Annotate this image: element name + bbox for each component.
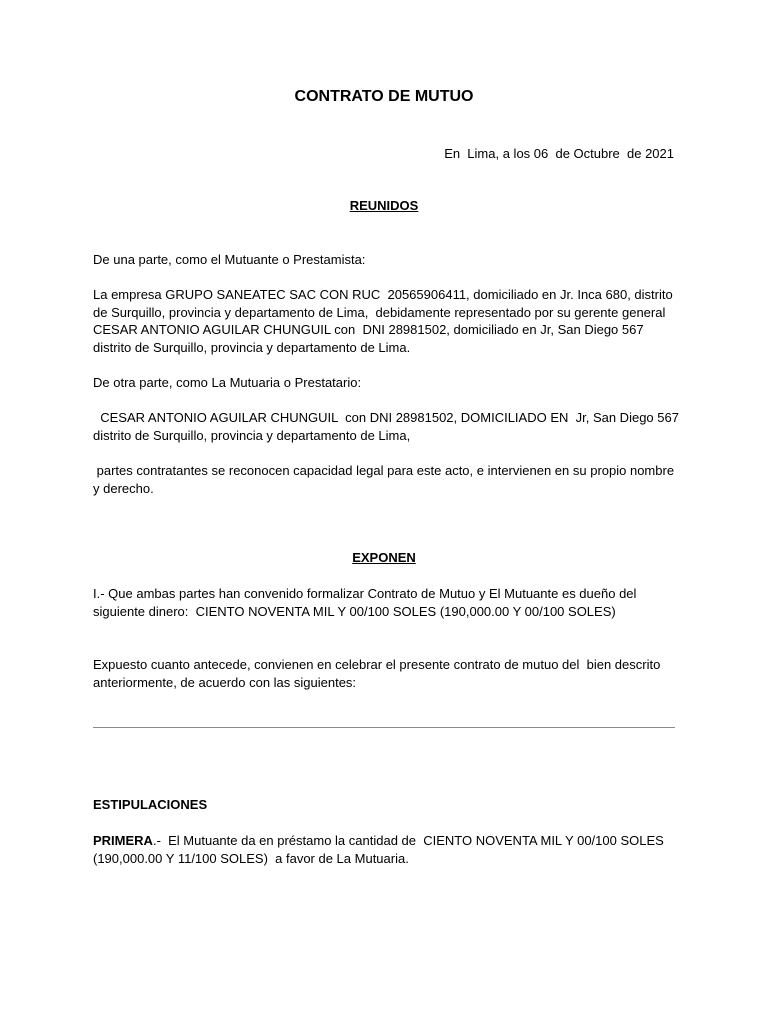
date-line: En Lima, a los 06 de Octubre de 2021 <box>444 146 674 161</box>
reunidos-paragraph-3: De otra parte, como La Mutuaria o Prestatario: <box>93 375 362 390</box>
primera-label: PRIMERA <box>93 833 153 848</box>
document-title: CONTRATO DE MUTUO <box>294 88 474 105</box>
reunidos-paragraph-5: partes contratantes se reconocen capacidad legal para este acto, e intervienen en su propio nombre y derecho. <box>93 463 678 496</box>
heading-reunidos: REUNIDOS <box>349 198 419 213</box>
heading-exponen: EXPONEN <box>352 550 416 565</box>
section-divider <box>93 727 675 728</box>
primera-text: .- El Mutuante da en préstamo la cantidad de CIENTO NOVENTA MIL Y 00/100 SOLES (190,000.00 Y 11/100 SOLES) a favor de La Mutuaria. <box>93 833 668 866</box>
heading-estipulaciones: ESTIPULACIONES <box>93 797 208 812</box>
reunidos-paragraph-2: La empresa GRUPO SANEATEC SAC CON RUC 20565906411, domiciliado en Jr. Inca 680, distrito de Surquillo, provincia y departamento de Lima, debidamente representado por su gerente general CESAR ANTONIO AGUILAR CHUNGUIL con DNI 28981502, domiciliado en Jr, San Diego 567 distrito de Surquillo, provincia y departamento de Lima. <box>93 287 677 355</box>
reunidos-paragraph-4: CESAR ANTONIO AGUILAR CHUNGUIL con DNI 28981502, DOMICILIADO EN Jr, San Diego 567 distrito de Surquillo, provincia y departamento de Lima, <box>93 410 683 443</box>
reunidos-paragraph-1: De una parte, como el Mutuante o Prestamista: <box>93 252 366 267</box>
primera-clause <box>93 832 683 867</box>
exponen-paragraph-1: I.- Que ambas partes han convenido formalizar Contrato de Mutuo y El Mutuante es dueño del siguiente dinero: CIENTO NOVENTA MIL Y 00/100 SOLES (190,000.00 Y 00/100 SOLES) <box>93 586 641 619</box>
exponen-paragraph-2: Expuesto cuanto antecede, convienen en celebrar el presente contrato de mutuo del bien descrito anteriormente, de acuerdo con las siguientes: <box>93 657 664 690</box>
